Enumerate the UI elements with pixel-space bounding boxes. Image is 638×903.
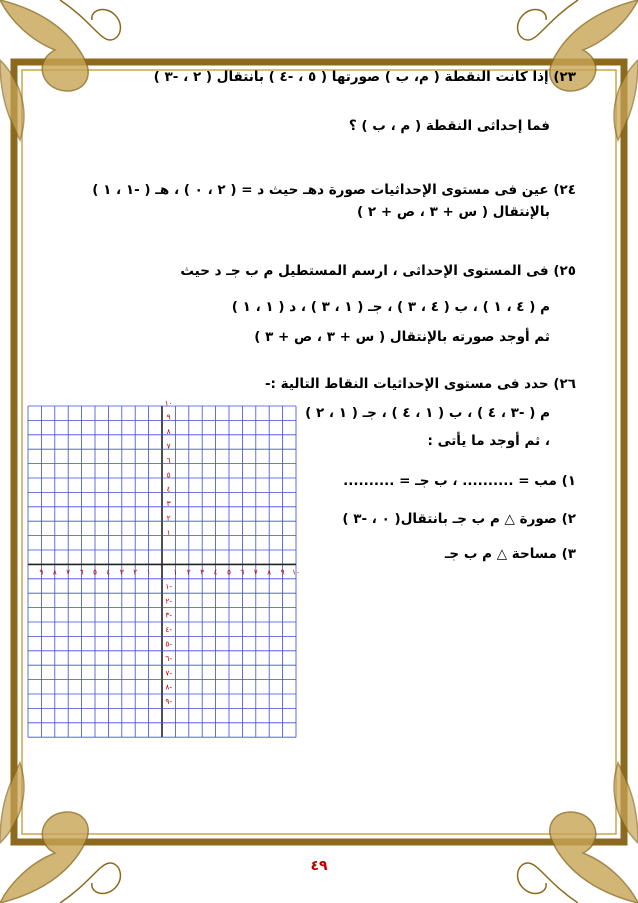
q26-item1: ١) مب = .......... ، ب جـ = .......... bbox=[343, 473, 576, 489]
y-tick-label: ١٠ bbox=[164, 398, 173, 408]
ornament-bottom-right bbox=[518, 763, 638, 903]
q26-item2: ٢) صورة △ م ب جـ بانتقال( ٠ ، -٣ ) bbox=[342, 511, 576, 527]
y-tick-label: ٦- bbox=[165, 653, 173, 663]
x-tick-label: ٥ bbox=[92, 567, 98, 577]
y-tick-label: ٨- bbox=[165, 682, 173, 692]
x-tick-label: ٩ bbox=[280, 567, 285, 577]
q25-line3: ثم أوجد صورته بالإنتقال ( س + ٣ ، ص + ٣ ) bbox=[254, 329, 550, 345]
q25-line2: م ( ٤ ، ١ ) ، ب ( ٤ ، ٣ ) ، جـ ( ١ ، ٣ ) ، د ( ١ ، ١ ) bbox=[231, 299, 550, 315]
q26-item3: ٣) مساحة △ م ب جـ bbox=[444, 546, 576, 562]
y-tick-label: ٩- bbox=[165, 697, 173, 707]
x-tick-label: ٨ bbox=[52, 567, 57, 577]
x-tick-label: ٣ bbox=[119, 567, 124, 577]
x-tick-label: ٥ bbox=[226, 567, 232, 577]
x-tick-label: ٦ bbox=[240, 567, 245, 577]
q24-line1: ٢٤) عين فى مستوى الإحداثيات صورة دهـ حيث د = ( ٢ ، ٠ ) ، هـ ( -١ ، ١ ) bbox=[92, 182, 576, 198]
y-tick-label: ٣- bbox=[165, 610, 173, 620]
x-tick-label: ٦ bbox=[79, 567, 84, 577]
y-tick-label: ١ bbox=[166, 527, 171, 537]
x-tick-label: ٢ bbox=[133, 567, 138, 577]
x-tick-label: ٨ bbox=[267, 567, 272, 577]
q24-line2: بالإنتقال ( س + ٣ ، ص + ٢ ) bbox=[357, 204, 550, 220]
y-tick-label: ٧- bbox=[165, 668, 173, 678]
x-tick-label: ٢ bbox=[186, 567, 191, 577]
y-tick-label: ٤- bbox=[165, 625, 173, 635]
y-tick-label: ١- bbox=[165, 581, 173, 591]
y-tick-label: ٥ bbox=[166, 470, 171, 480]
page-number: ٤٩ bbox=[310, 858, 328, 874]
x-tick-label: ١ bbox=[146, 567, 151, 577]
y-tick-label: ٧ bbox=[166, 441, 171, 451]
y-tick-label: ٣ bbox=[166, 499, 171, 509]
x-tick-label: ١٠ bbox=[291, 567, 301, 577]
y-tick-label: ٢ bbox=[166, 513, 171, 523]
x-tick-label: ٣ bbox=[200, 567, 205, 577]
x-tick-label: ٤ bbox=[213, 567, 218, 577]
ornament-bottom-left bbox=[0, 763, 120, 903]
y-tick-label: ٤ bbox=[166, 484, 171, 494]
q26-line2: م ( -٣ ، ٤ ) ، ب ( ١ ، ٤ ) ، جـ ( ١ ، ٢ ) bbox=[305, 405, 550, 421]
y-tick-label: ٦ bbox=[166, 455, 171, 465]
x-tick-label: ٤ bbox=[106, 567, 111, 577]
q26-line1: ٢٦) حدد فى مستوى الإحداثيات النقاط التالية :- bbox=[264, 376, 576, 392]
y-tick-label: ٩ bbox=[166, 412, 171, 422]
x-tick-label: ٩ bbox=[39, 567, 44, 577]
q23-line1: ٢٣) إذا كانت النقطة ( م، ب ) صورتها ( ٥ ، -٤ ) بانتقال ( ٢ ، -٣ ) bbox=[153, 69, 576, 85]
x-tick-label: ٧ bbox=[253, 567, 258, 577]
y-tick-label: ٨ bbox=[166, 427, 171, 437]
coordinate-grid bbox=[27, 398, 301, 738]
x-tick-label: ٧ bbox=[66, 567, 71, 577]
q26-line3: ، ثم أوجد ما يأتى : bbox=[427, 433, 550, 449]
y-tick-label: ٢- bbox=[165, 596, 173, 606]
q25-line1: ٢٥) فى المستوى الإحداثى ، ارسم المستطيل م ب جـ د حيث bbox=[180, 263, 576, 279]
x-tick-label: ١ bbox=[173, 567, 178, 577]
y-tick-label: ٥- bbox=[165, 639, 173, 649]
q23-line2: فما إحداثى النقطة ( م ، ب ) ؟ bbox=[348, 118, 550, 134]
